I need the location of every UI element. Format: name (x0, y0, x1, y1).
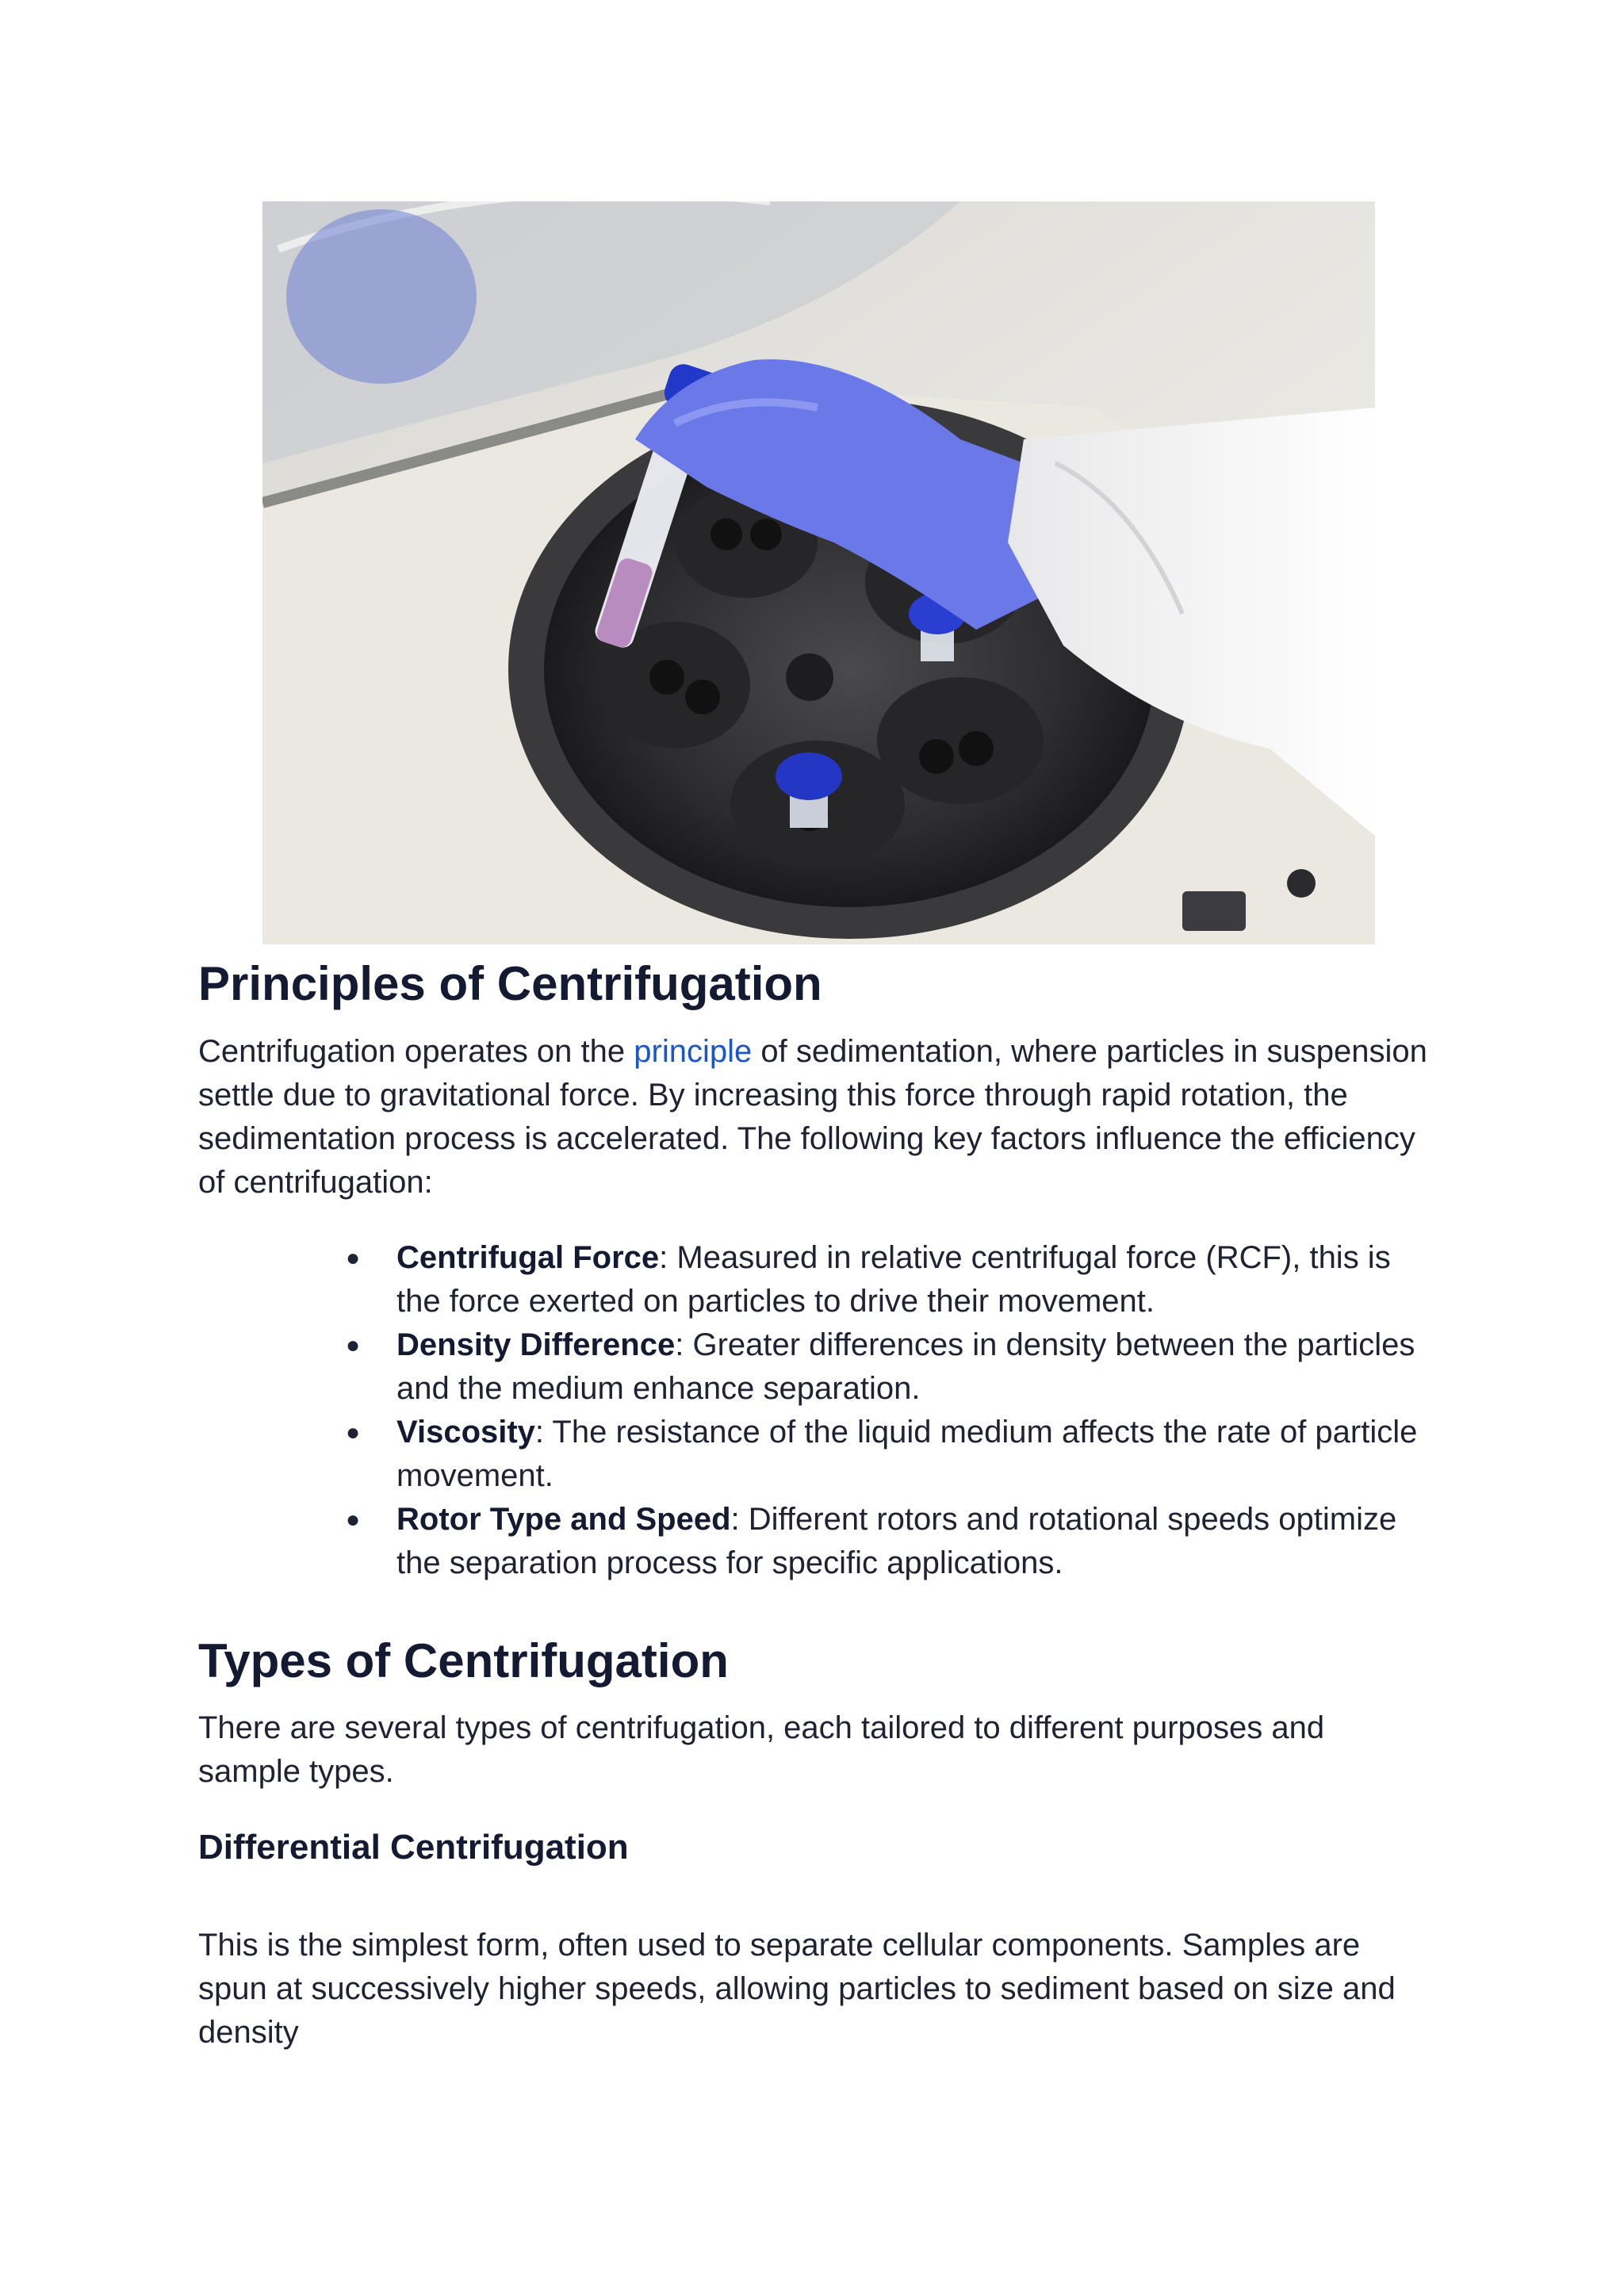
list-item (198, 1323, 1435, 1411)
factor-text: : Measured in relative centrifugal force (RCF), this is the force exerted on particles to drive their movement. (396, 1240, 1391, 1319)
factors-list (198, 1236, 1435, 1585)
types-paragraph: There are several types of centrifugation, each tailored to different purposes and sample types. (198, 1710, 1325, 1789)
principles-heading: Principles of Centrifugation (198, 957, 822, 1010)
bullet-icon: ● (346, 1245, 361, 1271)
differential-paragraph: This is the simplest form, often used to separate cellular components. Samples are spun at successively higher speeds, allowing particles to sediment based on size and density (198, 1928, 1396, 2050)
types-heading: Types of Centrifugation (198, 1634, 729, 1687)
principle-link[interactable]: principle (634, 1034, 753, 1069)
intro-text-before: Centrifugation operates on the (198, 1034, 634, 1069)
factor-text: : The resistance of the liquid medium affects the rate of particle movement. (396, 1415, 1418, 1493)
bullet-icon: ● (346, 1507, 361, 1533)
types-section (198, 1633, 1435, 1689)
principles-intro (198, 1030, 1435, 1204)
principles-paragraph (198, 1030, 1435, 1204)
factors-list-container (198, 1236, 1435, 1585)
factor-term: Viscosity (396, 1415, 535, 1450)
types-intro (198, 1706, 1435, 1794)
principles-section (198, 956, 1435, 1012)
factor-text: : Different rotors and rotational speeds optimize the separation process for specific applications. (396, 1502, 1397, 1580)
factor-text: : Greater differences in density between the particles and the medium enhance separation. (396, 1327, 1415, 1406)
factor-term: Rotor Type and Speed (396, 1502, 731, 1537)
list-item (198, 1498, 1435, 1585)
factor-term: Density Difference (396, 1327, 676, 1362)
differential-heading: Differential Centrifugation (198, 1828, 629, 1867)
centrifuge-photo (262, 201, 1375, 944)
differential-body (198, 1924, 1435, 2055)
intro-text-after: of sedimentation, where particles in suspension settle due to gravitational force. By increasing this force through rapid rotation, the sedimentation process is accelerated. The following key factors influence the efficiency of centrifugation: (198, 1034, 1427, 1200)
bullet-icon: ● (346, 1332, 361, 1358)
bullet-icon: ● (346, 1419, 361, 1446)
list-item (198, 1236, 1435, 1323)
differential-section (198, 1825, 1435, 1870)
list-item (198, 1411, 1435, 1498)
factor-term: Centrifugal Force (396, 1240, 660, 1275)
